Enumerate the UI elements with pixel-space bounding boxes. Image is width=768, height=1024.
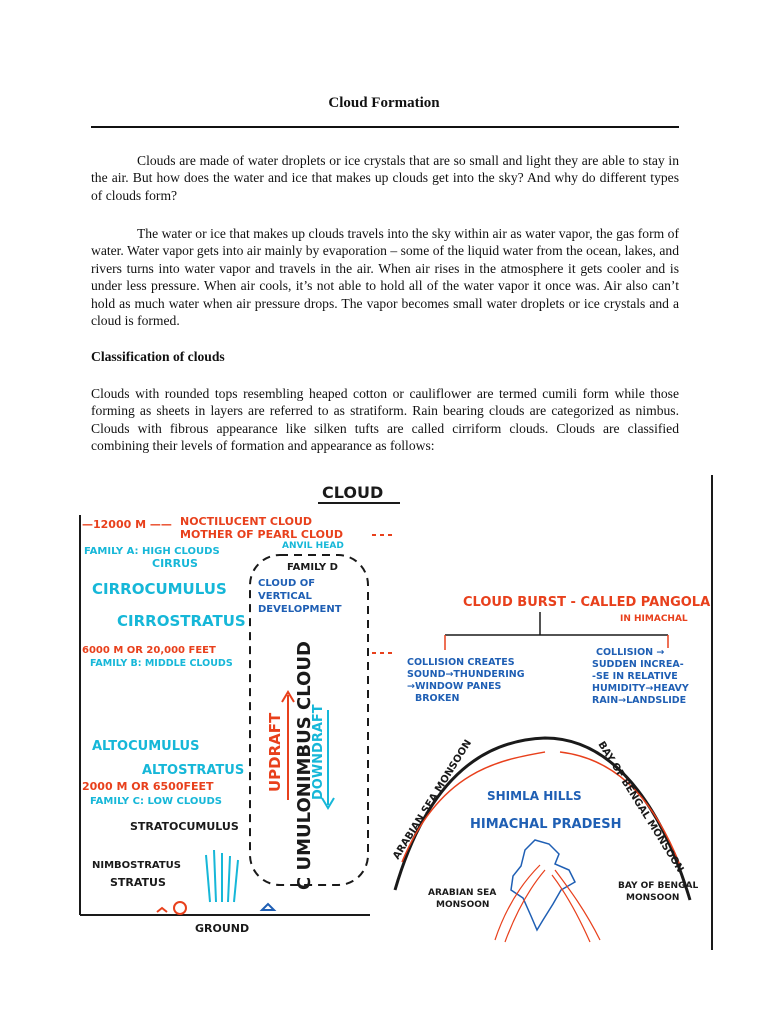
stratus-label: STRATUS [110,876,166,889]
himachal-pradesh-label: HIMACHAL PRADESH [470,817,622,832]
cirrus-label: CIRRUS [152,557,198,570]
family-c-label: FAMILY C: LOW CLOUDS [90,796,222,807]
family-d-line-4: DEVELOPMENT [258,604,342,615]
family-d-line-2: CLOUD OF [258,578,316,589]
page-title: Cloud Formation [328,95,440,111]
altocumulus-label: ALTOCUMULUS [92,739,200,754]
collision-right-line-1: COLLISION → [596,647,665,658]
noctilucent-label: NOCTILUCENT CLOUD [180,515,313,528]
bay-bengal-line-1: BAY OF BENGAL [618,881,699,891]
ground-label: GROUND [195,922,250,935]
in-himachal-label: IN HIMACHAL [620,614,688,624]
arabian-sea-line-1: ARABIAN SEA [428,888,497,898]
collision-left-line-4: BROKEN [415,693,460,704]
bay-of-bengal-arc-label: BAY OF BENGAL MONSOON [595,739,686,875]
section-heading: Classification of clouds [91,349,225,364]
rain-streaks [206,850,238,902]
cumulonimbus-label: C UMULONIMBUS CLOUD [294,641,315,890]
cloud-classification-sketch [0,470,768,970]
collision-right-line-2: SUDDEN INCREA- [592,659,684,670]
ground-house-icon [262,904,274,910]
collision-right-line-4: HUMIDITY→HEAVY [592,683,689,694]
shimla-hills-label: SHIMLA HILLS [487,789,582,803]
vapor-paragraph: The water or ice that makes up clouds travels into the sky within air as water vapor, the gas form of water. Water vapor gets into air mainly by evaporation – some of the liquid water from the ocean, lakes, and rivers turns into water vapor and travels in the air. When air rises in the atmosphere it gets cooler and is under less pressure. When air cools, it’s not able to hold all of the water vapor it once was. Air also can’t hold as much water when air pressure drops. The vapor becomes small water droplets or ice crystals and a cloud is formed. [91,226,679,329]
ground-flame-icon [157,908,167,912]
ground-fire-icon [174,902,186,914]
updraft-label: UPDRAFT [266,712,284,792]
arabian-sea-arc-label: ARABIAN SEA MONSOON [391,738,475,862]
classification-paragraph: Clouds with rounded tops resembling heaped cotton or cauliflower are termed cumili form while those forming as sheets in layers are referred to as stratiform. Rain bearing clouds are categorized as nimbus. Clouds with fibrous appearance like silken tufts are called cirriform clouds. Clouds are classified combining their levels of formation and appearance as follows: [91,386,679,454]
height-6000-label: 6000 M OR 20,000 FEET [82,645,216,656]
family-d-line-3: VERTICAL [258,591,312,602]
title-rule [91,126,679,128]
collision-right-line-5: RAIN→LANDSLIDE [592,695,687,706]
intro-paragraph: Clouds are made of water droplets or ice crystals that are so small and light they are able to stay in the air. But how does the water and ice that makes up clouds get into the sky? And why do different types of clouds form? [91,153,679,203]
bay-bengal-line-2: MONSOON [626,893,680,903]
height-12000-label: —12000 M —— [82,518,172,531]
nimbostratus-label: NIMBOSTRATUS [92,860,181,871]
altostratus-label: ALTOSTRATUS [142,763,245,778]
family-b-label: FAMILY B: MIDDLE CLOUDS [90,658,233,669]
cirrostratus-label: CIRROSTRATUS [117,612,246,630]
downdraft-label: DOWNDRAFT [311,704,326,800]
monsoon-flow-arrows [495,865,600,942]
height-2000-label: 2000 M OR 6500FEET [82,780,214,793]
sketch-heading: CLOUD [322,483,384,502]
family-d-label: FAMILY D [287,562,338,573]
stratocumulus-label: STRATOCUMULUS [130,820,239,833]
collision-left-line-1: COLLISION CREATES [407,657,515,668]
family-a-label: FAMILY A: HIGH CLOUDS [84,546,220,557]
anvil-head-label: ANVIL HEAD [282,541,344,551]
mother-of-pearl-label: MOTHER OF PEARL CLOUD [180,528,344,541]
arabian-sea-line-2: MONSOON [436,900,490,910]
collision-left-line-2: SOUND→THUNDERING [407,669,525,680]
cloud-burst-label: CLOUD BURST - CALLED PANGOLA [463,595,711,610]
cirrocumulus-label: CIRROCUMULUS [92,580,227,598]
collision-right-line-3: -SE IN RELATIVE [592,671,678,682]
collision-left-line-3: →WINDOW PANES [407,681,502,692]
